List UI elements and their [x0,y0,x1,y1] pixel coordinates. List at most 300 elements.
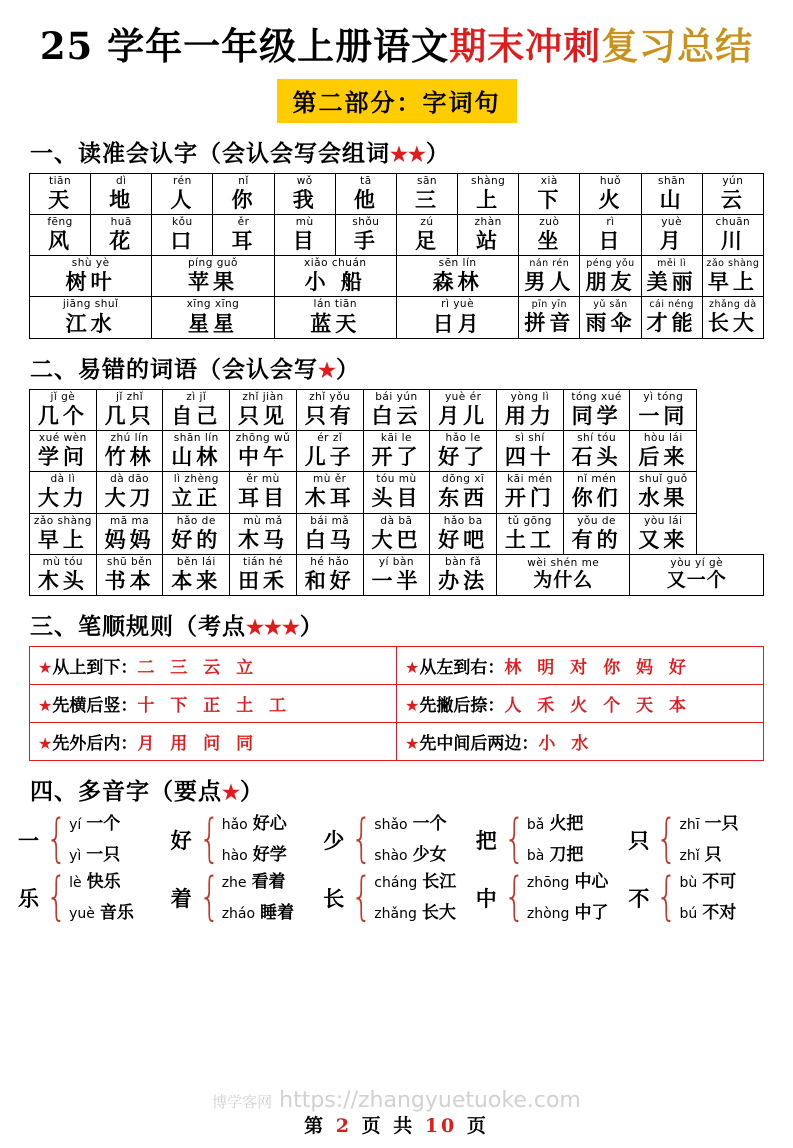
rule-label: 先外后内： [52,734,138,755]
hanzi: 好学 [252,845,287,866]
word-cell [152,256,274,297]
char-cell [91,173,152,214]
hanzi: 朋友 [585,268,636,294]
pinyin: shān lín [173,432,219,445]
list-item [374,874,456,891]
word-cell [519,297,580,338]
pinyin: yòu yí gè [670,556,724,569]
hanzi: 又一个 [666,569,727,592]
word-cell [630,513,697,554]
word-cell [274,256,396,297]
word-cell [702,297,763,338]
hanzi: 目 [292,228,317,254]
pinyin: bái yún [375,390,418,403]
pinyin: huā [110,215,132,228]
star-icon: ★ [222,780,240,805]
polyphone-char: 中 [475,886,497,912]
hanzi: 三 [415,186,440,212]
hanzi: 蓝天 [310,310,361,336]
hanzi: 树叶 [65,269,116,295]
section-heading-4 [30,773,793,806]
hanzi: 山林 [171,444,222,470]
watermark [0,1088,793,1113]
polyphone-group [170,867,318,928]
polyphone-group [170,809,318,870]
hanzi: 音乐 [99,903,134,924]
char-cell [335,214,396,255]
hanzi: 一个 [86,814,121,835]
word-cell [230,431,297,472]
pinyin: zhǐ [679,848,700,865]
star-icon: ★ [38,736,53,754]
char-cell [519,214,580,255]
hanzi: 立正 [171,485,222,511]
footer-prefix: 第 [304,1115,327,1137]
section-1-text-end: ） [425,139,450,167]
pinyin: yòng lì [510,390,550,403]
hanzi: 后来 [638,444,689,470]
polyphone-group [475,809,623,870]
rule-examples: 人 禾 火 个 天 本 [504,696,691,717]
hanzi: 上 [476,186,501,212]
hanzi: 不可 [702,872,737,893]
word-cell [230,513,297,554]
hanzi: 手 [353,228,378,254]
subtitle-banner-wrap [0,79,793,123]
hanzi: 火把 [549,814,584,835]
word-cell [296,472,363,513]
hanzi: 又来 [638,526,689,552]
footer-suffix: 页 [466,1115,489,1137]
table-row [30,513,764,554]
hanzi: 自己 [171,402,222,428]
list-item [679,847,738,864]
pinyin: dì [115,174,127,187]
section-3-text-end: ） [299,613,324,641]
list-item [374,816,446,833]
hanzi: 几只 [104,402,155,428]
pinyin: yì tóng [643,390,684,403]
pinyin: xiǎo chuán [304,257,367,270]
hanzi: 田禾 [238,567,289,593]
pinyin: bú [679,906,698,923]
word-cell [363,472,430,513]
word-cell [497,472,564,513]
hanzi: 风 [48,228,73,254]
hanzi: 土工 [504,526,555,552]
word-cell [580,297,641,338]
pinyin: chuān [715,215,751,228]
polyphone-readings [222,874,294,922]
section-3-text: 三、笔顺规则（考点 [30,613,246,641]
worksheet-page [0,26,793,1148]
list-item [679,874,736,891]
word-cell [152,297,274,338]
pinyin: sēn lín [438,257,477,270]
pinyin: tǔ gōng [507,514,552,527]
page-title [0,26,793,67]
pinyin: měi lì [657,257,687,269]
rule-label: 先中间后两边： [419,734,539,755]
list-item [69,847,120,864]
pinyin: bàn fǎ [445,555,482,568]
pinyin: shù yè [71,257,110,270]
brace-icon: { [198,809,220,870]
pinyin: jiāng shuǐ [62,298,119,311]
char-cell [213,173,274,214]
polyphone-readings [679,874,736,922]
table-row [30,173,764,214]
word-cell [563,513,630,554]
rule-examples: 林 明 对 你 妈 好 [504,658,691,679]
pinyin: bù [679,875,698,892]
word-cell [430,431,497,472]
pinyin: tā [360,174,372,187]
char-cell [458,214,519,255]
hanzi: 刀把 [549,845,584,866]
hanzi: 石头 [571,444,622,470]
hanzi: 水果 [638,485,689,511]
hanzi: 早上 [707,268,758,294]
pinyin: tián hé [242,555,284,568]
word-cell [230,472,297,513]
section-heading-2 [30,351,793,384]
pinyin: píng guǒ [187,257,238,270]
pinyin: shí tóu [577,432,617,445]
word-cell [363,431,430,472]
polyphone-readings [69,816,120,864]
table-row [30,472,764,513]
pinyin: nǐ mén [576,473,617,486]
list-item [69,905,134,922]
hanzi: 和好 [304,567,355,593]
hanzi: 下 [537,186,562,212]
hanzi: 中了 [574,903,609,924]
recognize-characters-table [29,173,764,339]
pinyin: yí [69,817,82,834]
title-red-part: 期末冲刺 [449,24,602,68]
pinyin: yuè [69,906,95,923]
pinyin: nán rén [529,257,570,269]
pinyin: sì shí [515,432,545,445]
table-row [30,723,764,761]
hanzi: 不对 [702,903,737,924]
rule-examples: 小 水 [538,734,594,755]
hanzi: 本来 [171,567,222,593]
word-cell [230,554,297,595]
pinyin: rì yuè [441,298,475,311]
footer-page-number: 2 [335,1115,352,1137]
hanzi: 一半 [371,567,422,593]
stroke-rule-cell [30,647,397,685]
stroke-rule-cell [397,685,764,723]
pinyin: kāi le [380,432,413,445]
rule-examples: 二 三 云 立 [137,658,259,679]
pinyin: hǎo [221,817,248,834]
word-cell [363,554,430,595]
word-cell [96,389,163,430]
pinyin: kāi mén [507,473,553,486]
word-cell [296,431,363,472]
hanzi: 日 [598,228,623,254]
polyphone-char: 好 [170,828,192,854]
word-cell [30,256,152,297]
char-cell [580,173,641,214]
char-cell [152,173,213,214]
brace-icon: { [350,809,373,870]
list-item [69,816,120,833]
pinyin: yuè ér [444,390,482,403]
word-cell [563,431,630,472]
hanzi: 学问 [37,444,88,470]
hanzi: 白马 [304,526,355,552]
polyphone-readings [527,816,583,864]
pinyin: hǎo de [176,514,216,527]
polyphone-char: 着 [170,886,192,912]
hanzi: 雨伞 [585,309,636,335]
polyphone-readings [679,816,738,864]
hanzi: 中午 [238,444,289,470]
pinyin: tóng xué [571,390,622,403]
polyphone-char: 把 [475,828,497,854]
rule-examples: 十 下 正 土 工 [137,696,292,717]
word-cell [630,431,697,472]
hanzi: 江水 [65,310,116,336]
stroke-order-rules-table [29,646,764,761]
hanzi: 美丽 [646,268,697,294]
pinyin: cháng [374,875,418,892]
footer-middle: 页 共 [361,1115,416,1137]
pinyin: pīn yīn [531,299,568,311]
char-cell [30,173,91,214]
char-cell [274,173,335,214]
word-cell [96,513,163,554]
pinyin: yí bàn [378,555,415,568]
section-heading-1 [30,135,793,168]
section-4-text: 四、多音字（要点 [30,778,222,806]
star-icon: ★ [38,660,53,678]
list-item [222,816,287,833]
hanzi: 川 [720,228,745,254]
hanzi: 大力 [37,485,88,511]
hanzi: 他 [353,186,378,212]
watermark-url: https://zhangyuetuoke.com [279,1088,581,1113]
section-4-text-end: ） [239,778,264,806]
hanzi: 同学 [571,402,622,428]
list-item [222,874,294,891]
pinyin: jǐ gè [50,390,76,403]
hanzi: 苹果 [187,269,238,295]
hanzi: 花 [109,228,134,254]
list-item [527,874,609,891]
hanzi: 站 [476,228,501,254]
char-cell [458,173,519,214]
brace-icon: { [45,867,68,928]
pinyin: ěr [237,215,250,228]
char-cell [335,173,396,214]
hanzi: 白云 [371,402,422,428]
pinyin: hǎo le [445,432,481,445]
char-cell [396,173,457,214]
pinyin: zhú lín [110,432,149,445]
hanzi: 看着 [251,872,286,893]
word-cell [497,554,630,595]
word-cell [96,554,163,595]
pinyin: zhe [221,875,247,892]
hanzi: 只有 [304,402,355,428]
hanzi: 天 [48,186,73,212]
hanzi: 一只 [86,845,121,866]
word-cell [396,256,518,297]
pinyin: wǒ [296,174,313,187]
char-cell [30,214,91,255]
table-row [30,389,764,430]
pinyin: shǒu [352,215,380,228]
char-cell [702,173,763,214]
pinyin: mù tóu [42,555,84,568]
star-icon: ★ [405,660,420,678]
polyphone-group [323,809,470,870]
star-icon: ★ [38,698,53,716]
hanzi: 四十 [504,444,555,470]
pinyin: zhǎng dà [708,299,757,311]
char-cell [641,173,702,214]
stroke-rule-cell [30,723,397,761]
brace-icon: { [198,867,220,928]
char-cell [396,214,457,255]
star-icon: ★ [405,698,420,716]
polyphone-group [628,867,775,928]
word-cell [641,256,702,297]
pinyin: nǐ [238,174,249,187]
polyphone-group [628,809,775,870]
hanzi: 耳 [231,228,256,254]
polyphone-char: 长 [323,886,345,912]
hanzi: 好了 [438,444,489,470]
pinyin: wèi shén me [527,556,600,569]
hanzi: 地 [109,186,134,212]
hanzi: 早上 [37,526,88,552]
pinyin: péng yǒu [586,257,635,269]
hanzi: 快乐 [86,872,121,893]
hanzi: 睡着 [260,903,295,924]
pinyin: hòu lái [643,432,683,445]
polyphone-char: 不 [628,886,650,912]
hanzi: 月儿 [438,402,489,428]
word-cell [30,513,97,554]
polyphone-readings [374,816,446,864]
hanzi: 长江 [422,872,457,893]
word-cell [30,431,97,472]
pinyin: zǎo shàng [706,257,760,269]
footer-total-pages: 10 [424,1115,458,1137]
char-cell [91,214,152,255]
char-cell [519,173,580,214]
hanzi: 少女 [412,845,447,866]
word-cell [363,389,430,430]
table-row [30,214,764,255]
hanzi: 长大 [421,903,456,924]
hanzi: 一个 [412,814,447,835]
hanzi: 大巴 [371,526,422,552]
pinyin: zuò [539,215,560,228]
stroke-rule-cell [30,685,397,723]
page-footer [0,1111,793,1138]
list-item [527,816,583,833]
pinyin: shào [374,848,408,865]
watermark-cn: 博学客网 [212,1093,273,1111]
pinyin: shuǐ guǒ [638,473,688,486]
brace-icon: { [656,867,678,928]
pinyin: zhǎng [374,906,417,923]
polyphone-group [475,867,623,928]
word-cell [396,297,518,338]
pinyin: xīng xīng [186,298,240,311]
word-cell [230,389,297,430]
hanzi: 只见 [238,402,289,428]
hanzi: 山 [659,186,684,212]
pinyin: shān [658,174,686,187]
hanzi: 口 [170,228,195,254]
rule-label: 先横后竖： [52,696,138,717]
pinyin: mù mǎ [243,514,283,527]
pinyin: jǐ zhǐ [115,390,144,403]
word-cell [163,513,230,554]
pinyin: zhòng [526,906,570,923]
list-item [679,905,736,922]
subtitle-banner: 第二部分：字词句 [277,79,517,123]
pinyin: mā ma [109,514,150,527]
hanzi: 坐 [537,228,562,254]
pinyin: dà lì [50,473,76,486]
pinyin: yuè [661,215,683,228]
word-cell [30,389,97,430]
pinyin: shū běn [106,555,153,568]
brace-icon: { [656,809,678,870]
pinyin: zǎo shàng [33,514,92,527]
pinyin: ěr mù [246,473,280,486]
star-icon: ★ [318,357,336,382]
hanzi: 拼音 [524,309,575,335]
word-cell [519,256,580,297]
hanzi: 中心 [574,872,609,893]
hanzi: 日月 [432,310,483,336]
section-heading-3 [30,608,793,641]
hanzi: 好吧 [438,526,489,552]
stroke-rule-cell [397,647,764,685]
error-prone-words-table [29,389,764,596]
pinyin: bà [526,848,545,865]
rule-examples: 月 用 问 同 [137,734,259,755]
hanzi: 几个 [37,402,88,428]
word-cell [430,472,497,513]
word-cell [630,554,764,595]
word-cell [274,297,396,338]
hanzi: 小 船 [304,269,366,295]
word-cell [296,554,363,595]
table-row [30,685,764,723]
pinyin: tiān [49,174,72,187]
table-row [30,554,764,595]
brace-icon: { [350,867,373,928]
hanzi: 竹林 [104,444,155,470]
word-cell [163,389,230,430]
list-item [222,847,287,864]
pinyin: lè [69,875,82,892]
hanzi: 好的 [171,526,222,552]
hanzi: 木耳 [304,485,355,511]
char-cell [274,214,335,255]
